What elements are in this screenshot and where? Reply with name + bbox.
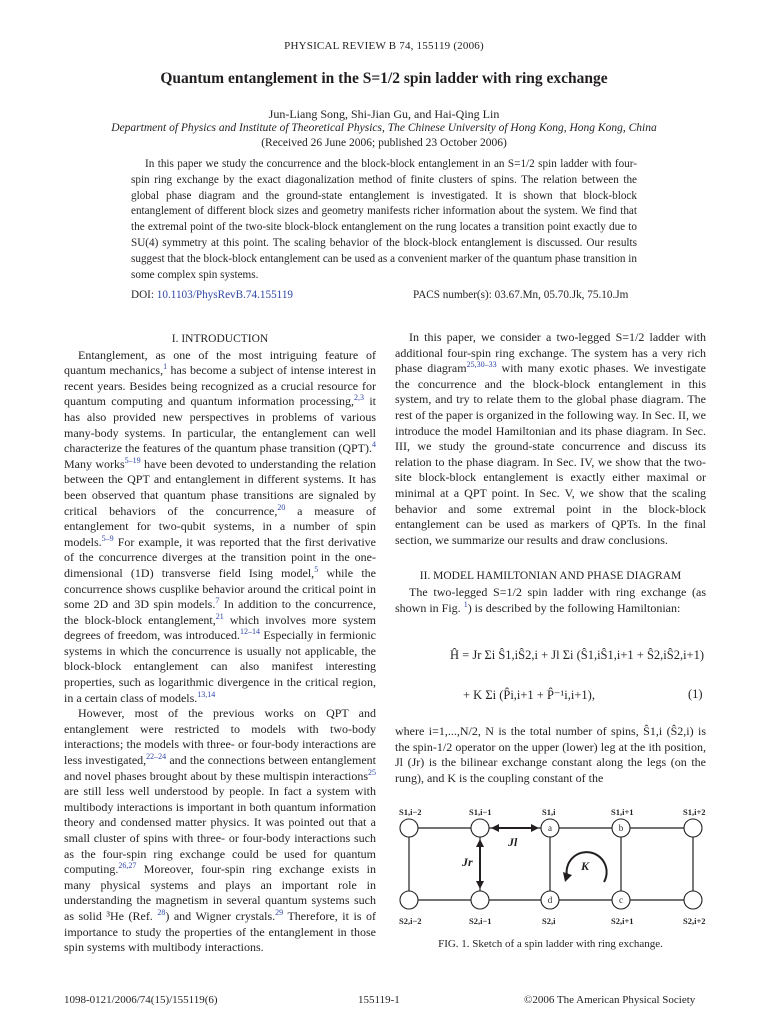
node-label: c	[619, 895, 623, 905]
intro-paragraph-3: In this paper, we consider a two-legged S=1/2 ladder with additional four-spin ring exchange. The system has a very rich phase diagram$^{25,30-33}$ with many exotic phases. We investigate the concurrence and the block-block entanglement in this system, and try to relate them to the global phase diagram. The rest of the paper is organized in the following way. In Sec. II, we introduce the model Hamiltonian and its phase diagram. In Sec. III, we study the ground-state concurrence and discuss its relation to the phase diagram. In Sec. IV, we show that the two-site block-block entanglement is exactly either maximal or minimal at a QPT point. In Sec. V, we show that the scaling behavior and some extremal point in the block-block entanglement can be used as markers of QPTs. In the final section, we summarize our results and draw conclusions.	[395, 330, 707, 547]
equation-line-2: + K Σi (P̂i,i+1 + P̂⁻¹i,i+1),	[463, 688, 595, 702]
citation-ref[interactable]: 29	[275, 907, 284, 917]
paper-title: Quantum entanglement in the S=1/2 spin ladder with ring exchange	[160, 70, 608, 87]
model-paragraph-2: where i=1,...,N/2, N is the total number of spins, Ŝ1,i (Ŝ2,i) is the spin-1/2 operator on the upper (lower) leg at the ith position, Jl (Jr) is the bilinear exchange constant along the legs (on the rung), and K is the coupling constant of the	[395, 724, 706, 785]
coupling-label: Jr	[462, 855, 473, 869]
citation-ref[interactable]: 13,14	[197, 689, 216, 699]
doi-line	[131, 289, 293, 301]
journal-header: PHYSICAL REVIEW B 74, 155119 (2006)	[284, 40, 484, 52]
spin-site	[684, 891, 702, 909]
citation-ref[interactable]: 1	[463, 599, 468, 609]
spin-site	[684, 819, 702, 837]
model-paragraph-1: The two-legged S=1/2 spin ladder with ring exchange (as shown in Fig. $^1$) is described by the following Hamiltonian:	[395, 584, 706, 615]
right-column	[395, 330, 706, 616]
coupling-label: Jl	[508, 835, 518, 849]
citation-ref[interactable]: 2,3	[354, 393, 365, 403]
citation-ref[interactable]: 5–19	[124, 455, 141, 465]
node-label: b	[618, 823, 624, 833]
citation-ref[interactable]: 25	[368, 767, 376, 777]
citation-ref[interactable]: 28	[157, 907, 166, 917]
copyright: ©2006 The American Physical Society	[524, 994, 696, 1006]
citation-ref[interactable]: 20	[277, 502, 286, 512]
site-label: S2,i−2	[399, 916, 422, 926]
node-label: d	[547, 895, 553, 905]
site-label: S2,i+1	[611, 916, 634, 926]
site-label: S1,i−1	[469, 807, 492, 817]
citation-ref[interactable]: 7	[215, 596, 220, 606]
citation-ref[interactable]: 26,27	[118, 861, 137, 871]
coupling-label: K	[581, 859, 590, 873]
intro-paragraph-2: However, most of the previous works on QPT and entanglement were restricted to models with two-body interactions; the models with three- or four-body interactions are less investigated,$^{22-24}$ and the connections between entanglement and novel phases brought about by these multispin interactions$^{25}$ are still less well understood by people. In fact a system with multibody interactions is important in both quantum information theory and condensed matter physics. It was pointed out that a small cluster of spins with three- or four-body interactions such as the four-spin ring exchange could be used for quantum computing.$^{26,27}$ Moreover, four-spin ring exchange exists in many physical systems and plays an important role in understanding the magnetism in several quantum systems such as solid ³He (Ref. $^{28}$) and Wigner crystals.$^{29}$ Therefore, it is of importance to study the properties of the entanglement in those spin systems with multibody interactions.	[64, 706, 377, 955]
pacs-numbers: PACS number(s): 03.67.Mn, 05.70.Jk, 75.10.Jm	[413, 289, 629, 301]
section-heading: I. INTRODUCTION	[171, 333, 269, 345]
doi-label: DOI:	[131, 289, 154, 301]
spin-site	[400, 891, 418, 909]
abstract: In this paper we study the concurrence and the block-block entanglement in an S=1/2 spin ladder with four-spin ring exchange by the exact diagonalization method of finite clusters of spins. The relation between the global phase diagram and the ground-state entanglement is investigated. It is shown that block-block entanglement of different block sizes and geometry manifests richer information about the system. We find that the extremal point of the two-site block-block entanglement on the rung locates a transition point exactly due to SU(4) symmetry at this point. The scaling behavior of the block-block entanglement is discussed. Our results suggest that the block-block entanglement can be used as a convenient marker of the quantum phase transition in some complex spin systems.	[131, 158, 637, 281]
figure-1-spin-ladder	[395, 804, 707, 932]
intro-paragraph-1: Entanglement, as one of the most intriguing feature of quantum mechanics,$^1$ has become a subject of intense interest in recent years. Besides being recognized as a crucial resource for quantum computing and quantum information processing,$^{2,3}$ it has also provided new perspectives in problems of various many-body systems. In particular, the entanglement can well characterize the features of the quantum phase transition (QPT).$^4$ Many works$^{5-19}$ have been devoted to understanding the relation between the QPT and entanglement in different systems. It has been observed that quantum phase transitions are signaled by critical behaviors of the concurrence,$^{20}$ a measure of entanglement for two-qubit systems, in a number of spin models.$^{5-9}$ For example, it was reported that the first derivative of the concurrence diverges at the transition point in the one-dimensional (1D) transverse field Ising model,$^5$ while the concurrence shows cusplike behavior around the critical point in some 2D and 3D spin models.$^7$ In addition to the concurrence, the block-block entanglement,$^{21}$ which involves more system degrees of freedom, was introduced.$^{12-14}$ Especially in fermionic systems in which the concurrence is usually not applicable, the block-block entanglement can also manifest interesting properties, such as logarithmic divergence in the critical region, in a certain class of models.$^{13,14}$	[64, 347, 376, 705]
site-label: S2,i−1	[469, 916, 492, 926]
equation-line-1: Ĥ = Jr Σi Ŝ1,iŜ2,i + Jl Σi (Ŝ1,iŜ1,i+1 + Ŝ2,iŜ2,i+1)	[450, 648, 705, 662]
citation-ref[interactable]: 4	[372, 440, 376, 450]
site-label: S1,i	[542, 807, 556, 817]
spin-site	[400, 819, 418, 837]
authors: Jun-Liang Song, Shi-Jian Gu, and Hai-Qing Lin	[268, 107, 500, 121]
site-label: S2,i	[542, 916, 556, 926]
citation-ref[interactable]: 5	[314, 564, 319, 574]
citation-ref[interactable]: 22–24	[146, 752, 167, 762]
footer-issn: 1098-0121/2006/74(15)/155119(6)	[64, 994, 218, 1006]
site-label: S1,i+1	[611, 807, 634, 817]
citation-ref[interactable]: 12–14	[239, 627, 260, 637]
spin-site	[471, 819, 489, 837]
affiliation: Department of Physics and Institute of Theoretical Physics, The Chinese University of Hong Kong, Hong Kong, China	[111, 122, 657, 134]
left-column	[64, 332, 376, 956]
citation-ref[interactable]: 5–9	[101, 533, 114, 543]
citation-ref[interactable]: 21	[215, 611, 224, 621]
spin-site	[471, 891, 489, 909]
equation-number: (1)	[688, 687, 703, 701]
figure-caption: FIG. 1. Sketch of a spin ladder with ring exchange.	[438, 938, 663, 950]
received-dates: (Received 26 June 2006; published 23 October 2006)	[261, 137, 507, 149]
page-number: 155119-1	[358, 994, 400, 1006]
site-label: S1,i+2	[683, 807, 706, 817]
section-heading-2: II. MODEL HAMILTONIAN AND PHASE DIAGRAM	[419, 570, 682, 583]
doi-link[interactable]: 10.1103/PhysRevB.74.155119	[156, 289, 294, 301]
site-label: S1,i−2	[399, 807, 422, 817]
site-label: S2,i+2	[683, 916, 706, 926]
citation-ref[interactable]: 25,30–33	[466, 360, 497, 370]
node-label: a	[548, 823, 552, 833]
citation-ref[interactable]: 1	[163, 362, 168, 372]
